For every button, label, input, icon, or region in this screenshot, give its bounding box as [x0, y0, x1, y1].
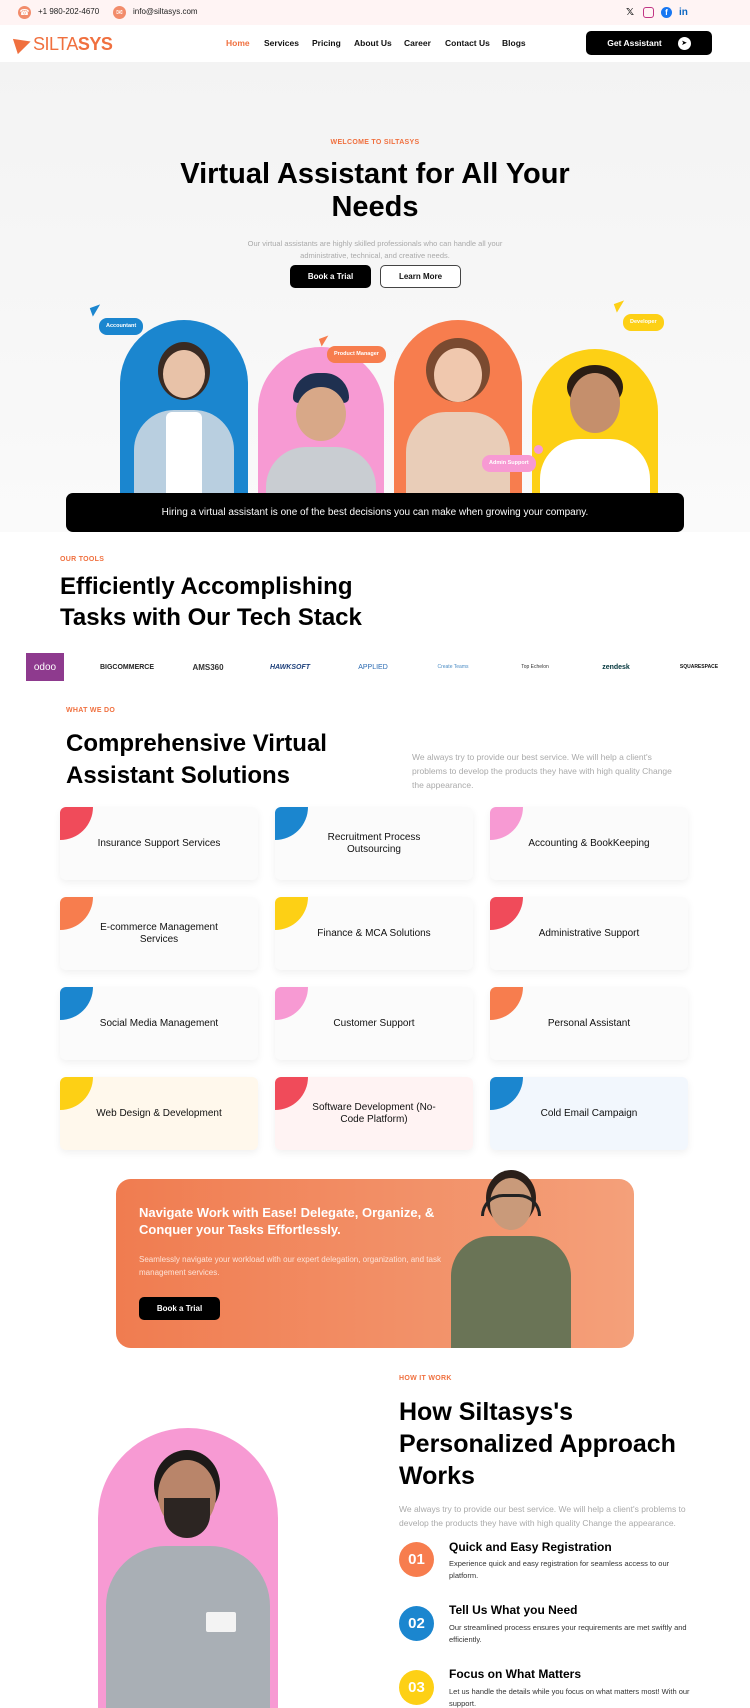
- headset-icon: [481, 1194, 541, 1216]
- how-title-line2: Personalized Approach: [399, 1430, 676, 1458]
- logo-text: SILTA: [33, 33, 78, 54]
- person-body: [406, 412, 510, 494]
- book-trial-button[interactable]: Book a Trial: [290, 265, 371, 288]
- instagram-icon[interactable]: [643, 7, 654, 18]
- card-corner-accent: [490, 987, 523, 1020]
- tag-pointer: [614, 300, 627, 312]
- learn-more-button[interactable]: Learn More: [380, 265, 461, 288]
- nav-blogs[interactable]: Blogs: [502, 38, 526, 48]
- person-body: [540, 439, 650, 494]
- ams360-logo: AMS360: [192, 662, 224, 672]
- nav-home[interactable]: Home: [226, 38, 250, 48]
- how-portrait: [98, 1428, 278, 1708]
- tag-pointer: [534, 445, 543, 454]
- services-intro: We always try to provide our best service. We will help a client's problems to develop the products they have with high quality Change the appearance.: [412, 752, 672, 790]
- service-card-label: Customer Support: [333, 1017, 415, 1029]
- person-face: [296, 387, 346, 441]
- person-shirt: [166, 412, 202, 494]
- nav-contact-us[interactable]: Contact Us: [445, 38, 490, 48]
- services-eyebrow: WHAT WE DO: [66, 707, 116, 714]
- service-card-label: Social Media Management: [99, 1017, 219, 1029]
- tech-stack-logos: [0, 650, 750, 684]
- services-title-line1: Comprehensive Virtual: [66, 730, 327, 757]
- admin-support-tag: Admin Support: [482, 455, 536, 472]
- applied-logo: APPLIED: [358, 663, 388, 671]
- step-1-title: Quick and Easy Registration: [449, 1540, 612, 1554]
- service-card-admin[interactable]: [490, 897, 688, 970]
- linkedin-icon[interactable]: in: [679, 7, 688, 18]
- accountant-portrait: [120, 320, 248, 494]
- tag-pointer: [319, 336, 331, 347]
- person-face: [570, 373, 620, 433]
- card-corner-accent: [490, 897, 523, 930]
- service-card-label: Software Development (No-Code Platform): [312, 1101, 436, 1125]
- how-intro: We always try to provide our best service. We will help a client's problems to develop the products they have with high quality Change the appearance.: [399, 1504, 686, 1528]
- odoo-logo: odoo: [26, 653, 64, 681]
- facebook-icon[interactable]: f: [661, 7, 672, 18]
- send-icon: ➤: [678, 37, 691, 50]
- card-corner-accent: [275, 987, 308, 1020]
- service-card-label: Cold Email Campaign: [540, 1107, 638, 1119]
- product-manager-portrait: [258, 347, 384, 494]
- how-title-line1: How Siltasys's: [399, 1398, 574, 1426]
- service-card-label: Personal Assistant: [547, 1017, 631, 1029]
- get-assistant-button[interactable]: [586, 31, 712, 55]
- x-icon[interactable]: 𝕏: [626, 7, 635, 18]
- person-beard: [164, 1498, 210, 1538]
- bigcommerce-logo: BIGCOMMERCE: [99, 663, 155, 671]
- step-2-desc: Our streamlined process ensures your requirements are met swiftly and efficiently.: [449, 1623, 687, 1644]
- step-3-desc: Let us handle the details while you focus on what matters most! With our support.: [449, 1687, 690, 1708]
- service-card-label: Insurance Support Services: [97, 837, 221, 849]
- person-body: [266, 447, 376, 494]
- siltasys-logo[interactable]: [15, 33, 112, 55]
- nav-about-us[interactable]: About Us: [354, 38, 392, 48]
- step-3-badge: 03: [399, 1670, 434, 1705]
- hero-title: Virtual Assistant for All Your Needs: [180, 158, 570, 223]
- cta-subtitle: Seamlessly navigate your workload with our expert delegation, organization, and task management services.: [139, 1255, 441, 1277]
- hawksoft-logo: HAWKSOFT: [269, 663, 311, 671]
- tools-eyebrow: OUR TOOLS: [60, 556, 105, 563]
- card-corner-accent: [60, 807, 93, 840]
- service-card-label: Web Design & Development: [96, 1107, 222, 1119]
- card-corner-accent: [490, 1077, 523, 1110]
- accountant-tag: Accountant: [99, 318, 143, 335]
- get-assistant-label: Get Assistant: [607, 38, 662, 48]
- cta-book-trial-button[interactable]: Book a Trial: [139, 1297, 220, 1320]
- service-card-recruitment[interactable]: [275, 807, 473, 880]
- email-address[interactable]: info@siltasys.com: [133, 7, 198, 16]
- how-eyebrow: HOW IT WORK: [399, 1375, 452, 1382]
- person-body: [451, 1236, 571, 1348]
- card-corner-accent: [490, 807, 523, 840]
- developer-portrait: [532, 349, 658, 494]
- cta-support-agent-image: [448, 1168, 574, 1348]
- service-card-social-media[interactable]: [60, 987, 258, 1060]
- service-card-customer-support[interactable]: [275, 987, 473, 1060]
- service-card-ecommerce[interactable]: [60, 897, 258, 970]
- phone-number[interactable]: +1 980-202-4670: [38, 7, 100, 16]
- step-2-title: Tell Us What you Need: [449, 1603, 578, 1617]
- hero-banner: Hiring a virtual assistant is one of the best decisions you can make when growing your company.: [66, 493, 684, 532]
- nav-pricing[interactable]: Pricing: [312, 38, 341, 48]
- service-card-finance[interactable]: [275, 897, 473, 970]
- step-1-badge: 01: [399, 1542, 434, 1577]
- step-2-badge: 02: [399, 1606, 434, 1641]
- service-card-label: Administrative Support: [538, 927, 640, 939]
- phone-icon: ☎: [19, 8, 30, 17]
- top-contact-bar: [0, 0, 750, 25]
- service-card-label: Accounting & BookKeeping: [528, 837, 650, 849]
- how-title-line3: Works: [399, 1462, 475, 1490]
- person-face: [434, 348, 482, 402]
- service-card-label: E-commerce Management Services: [100, 921, 218, 945]
- logo-text-bold: SYS: [77, 33, 113, 54]
- nav-career[interactable]: Career: [404, 38, 431, 48]
- zendesk-logo: zendesk: [602, 663, 630, 671]
- service-card-label: Finance & MCA Solutions: [317, 927, 431, 939]
- top-echelon-logo: Top Echelon: [521, 664, 549, 670]
- person-body: [106, 1546, 270, 1708]
- id-badge-icon: [206, 1612, 236, 1632]
- hero-subtitle: Our virtual assistants are highly skilled professionals who can handle all your administrative, technical, and creative needs.: [247, 239, 503, 260]
- service-card-cold-email[interactable]: [490, 1077, 688, 1150]
- developer-tag: Developer: [623, 314, 664, 331]
- service-card-label: Recruitment Process Outsourcing: [327, 831, 421, 855]
- service-card-personal-assistant[interactable]: [490, 987, 688, 1060]
- tools-title-line1: Efficiently Accomplishing: [60, 573, 353, 600]
- hero-section: [0, 62, 750, 532]
- tools-title-line2: Tasks with Our Tech Stack: [60, 604, 362, 631]
- main-navbar: [0, 25, 750, 62]
- mail-icon: ✉: [113, 6, 126, 19]
- card-corner-accent: [60, 1077, 93, 1110]
- step-1-desc: Experience quick and easy registration for seamless access to our platform.: [449, 1559, 670, 1580]
- step-3-title: Focus on What Matters: [449, 1667, 582, 1681]
- nav-services[interactable]: Services: [264, 38, 299, 48]
- card-corner-accent: [275, 897, 308, 930]
- squarespace-logo: SQUARESPACE: [679, 664, 719, 670]
- service-card-accounting[interactable]: [490, 807, 688, 880]
- create-teams-logo: Create Teams: [437, 664, 469, 670]
- service-card-software-dev[interactable]: [275, 1077, 473, 1150]
- card-corner-accent: [60, 987, 93, 1020]
- cta-title: Navigate Work with Ease! Delegate, Organize, & Conquer your Tasks Effortlessly.: [139, 1205, 435, 1237]
- person-face: [163, 350, 205, 398]
- service-card-web-design[interactable]: [60, 1077, 258, 1150]
- hero-eyebrow: WELCOME TO SILTASYS: [330, 139, 420, 146]
- service-card-insurance[interactable]: [60, 807, 258, 880]
- services-title-line2: Assistant Solutions: [66, 762, 291, 789]
- logo-mark-icon: [13, 34, 33, 54]
- tag-pointer: [90, 304, 103, 316]
- product-manager-tag: Product Manager: [327, 346, 386, 363]
